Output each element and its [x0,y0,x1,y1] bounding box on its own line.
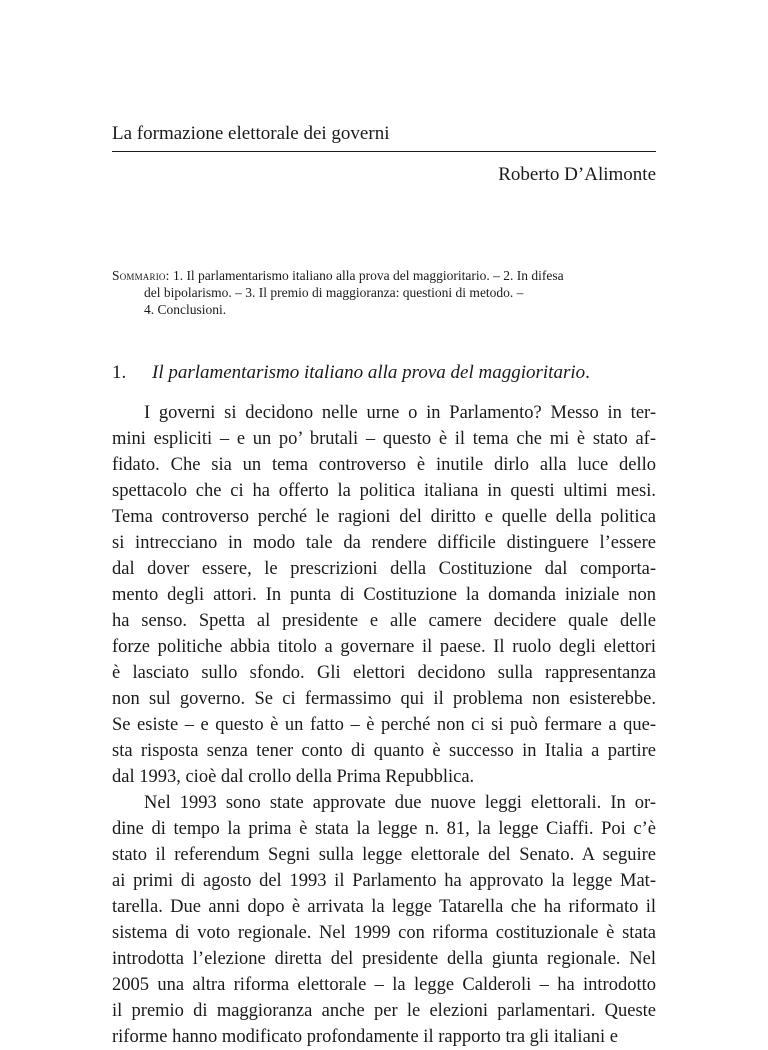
summary-line-2: del bipolarismo. – 3. Il premio di maggioranza: questioni di metodo. – [144,285,524,300]
body-line: dine di tempo la prima è stata la legge n. 81, la legge Ciaffi. Poi c’è [112,819,656,839]
summary-label: Sommario: [112,268,170,283]
body-line: mini espliciti – e un po’ brutali – questo è il tema che mi è stato af- [112,429,656,449]
chapter-title: La formazione elettorale dei governi [112,123,390,144]
body-line: è lasciato sullo sfondo. Gli elettori decidono sulla rappresentanza [112,663,656,683]
body-line: dal 1993, cioè dal crollo della Prima Repubblica. [112,767,475,787]
body-line: non sul governo. Se ci fermassimo qui il problema non esisterebbe. [112,689,656,709]
body-line: sta risposta senza tener conto di quanto è successo in Italia a partire [112,741,656,761]
body-line: tarella. Due anni dopo è arrivata la legge Tatarella che ha riformato il [112,897,656,917]
section-number: 1. [112,362,127,383]
title-rule [112,151,656,152]
body-paragraph [112,400,656,790]
body-line: ha senso. Spetta al presidente e alle camere decidere quale delle [112,611,656,631]
body-line: introdotta l’elezione diretta del presidente della giunta regionale. Nel [112,949,656,969]
body-paragraph [112,790,656,1050]
section-title-period: . [585,362,590,383]
body-line: I governi si decidono nelle urne o in Parlamento? Messo in ter- [144,403,656,423]
summary-line-1 [112,267,656,284]
section-title: Il parlamentarismo italiano alla prova del maggioritario [152,362,586,383]
body-line: Se esiste – e questo è un fatto – è perché non ci si può fermare a que- [112,715,656,735]
section-heading [112,361,656,385]
body-line: mento degli attori. In punta di Costituzione la domanda iniziale non [112,585,656,605]
body-line: fidato. Che sia un tema controverso è inutile dirlo alla luce dello [112,455,656,475]
body-line: ai primi di agosto del 1993 il Parlamento ha approvato la legge Mat- [112,871,656,891]
summary-block [112,267,656,318]
body-line: il premio di maggioranza anche per le elezioni parlamentari. Queste [112,1001,656,1021]
body-line: si intrecciano in modo tale da rendere difficile distinguere l’essere [112,533,656,553]
summary-text-1: 1. Il parlamentarismo italiano alla prova del maggioritario. – 2. In difesa [172,268,564,283]
body-line: spettacolo che ci ha offerto la politica italiana in questi ultimi mesi. [112,481,656,501]
body-line: stato il referendum Segni sulla legge elettorale del Senato. A seguire [112,845,656,865]
body-line: sistema di voto regionale. Nel 1999 con riforma costituzionale è stata [112,923,656,943]
summary-line-3: 4. Conclusioni. [144,302,227,317]
body-line: forze politiche abbia titolo a governare il paese. Il ruolo degli elettori [112,637,656,657]
body-text [112,400,656,1050]
body-line: riforme hanno modificato profondamente il rapporto tra gli italiani e [112,1027,619,1047]
body-line: dal dover essere, le prescrizioni della Costituzione dal comporta- [112,559,656,579]
body-line: Tema controverso perché le ragioni del diritto e quelle della politica [112,507,656,527]
author-name: Roberto D’Alimonte [498,164,656,185]
body-line: 2005 una altra riforma elettorale – la legge Calderoli – ha introdotto [112,975,656,995]
body-line: Nel 1993 sono state approvate due nuove leggi elettorali. In or- [144,793,656,813]
